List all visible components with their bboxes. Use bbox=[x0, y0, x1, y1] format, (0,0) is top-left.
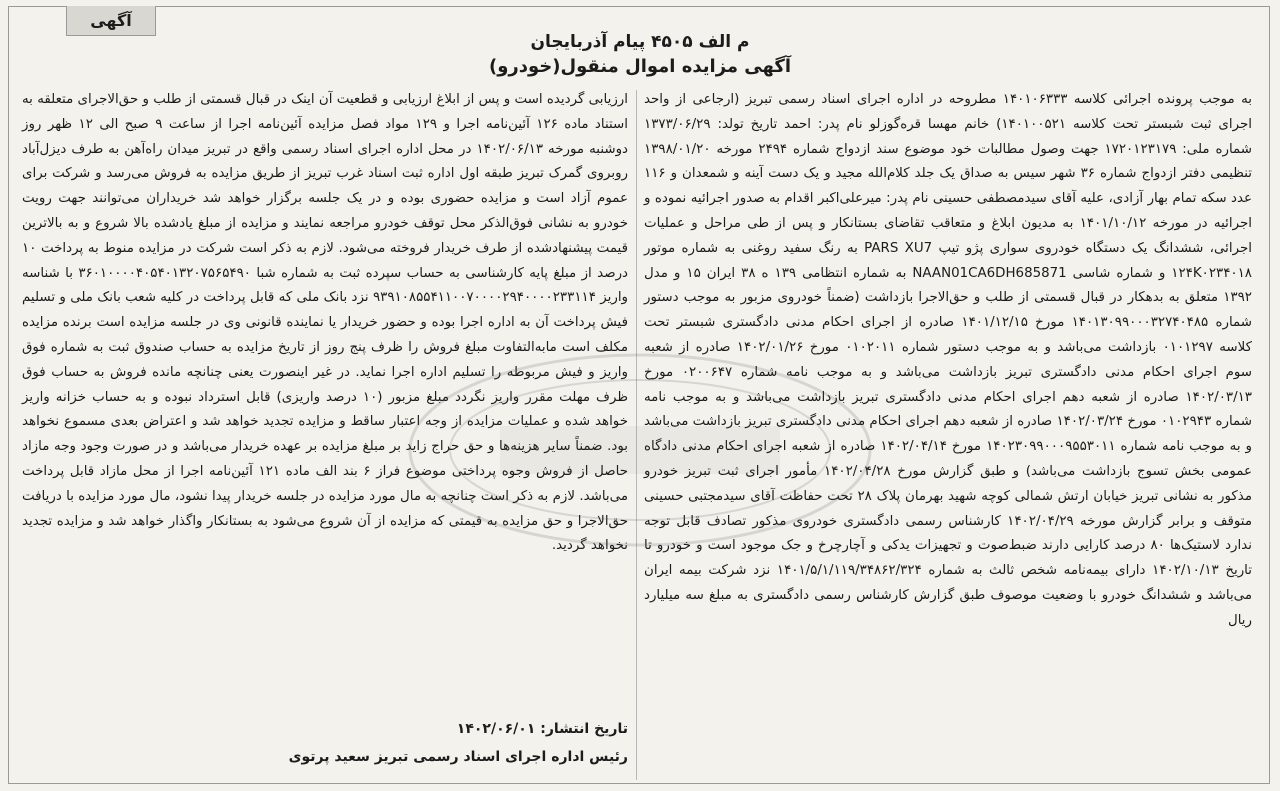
publish-date: تاریخ انتشار: ۱۴۰۲/۰۶/۰۱ bbox=[456, 721, 628, 737]
body-column-right: به موجب پرونده اجرائی کلاسه ۱۴۰۱۰۶۳۳۳ مطروحه در اداره اجرای اسناد رسمی تبریز (ارجاعی از واحد اجرای ثبت شبستر تحت کلاسه ۱۴۰۱۰۰۵۲۱) خانم مهسا قره‌گوزلو نام پدر: احمد تاریخ تولد: ۱۳۷۳/۰۶/۲۹ شماره ملی: ۱۷۲۰۱۲۳۱۷۹ جهت وصول مطالبات خود موضوع سند ازدواج شماره ۲۴۹۴ مورخه ۱۳۹۸/۰۱/۲۰ تنظیمی دفتر ازدواج شماره ۳۶ شهر سیس به صداق یک جلد کلام‌الله مجید و یک دست آینه و شمعدان و ۱۱۶ عدد سکه تمام بهار آزادی، علیه آقای سیدمصطفی حسینی نام پدر: میرعلی‌اکبر اقدام به صدور اجرائیه نموده و اجرائیه در مورخه ۱۴۰۱/۱۰/۱۲ به مدیون ابلاغ و متعاقب تقاضای بستانکار و پس از طی مراحل و عملیات اجرائی، ششدانگ یک دستگاه خودروی سواری پژو تیپ PARS XU7 به رنگ سفید روغنی به شماره موتور ۱۲۴K۰۲۳۴۰۱۸ و شماره شاسی NAAN01CA6DH685871 به شماره انتظامی ۱۳۹ ه ۳۸ ایران ۱۵ و مدل ۱۳۹۲ متعلق به بدهکار در قبال قسمتی از طلب و حق‌الاجرا بازداشت (ضمناً خودروی مزبور به موجب دستور شماره ۱۴۰۱۳۰۹۹۰۰۰۳۲۷۴۰۴۸۵ مورخ ۱۴۰۱/۱۲/۱۵ صادره از اجرای احکام مدنی دادگستری شبستر تحت کلاسه ۰۱۰۱۲۹۷ بازداشت می‌باشد و به موجب دستور شماره ۰۱۰۲۰۱۱ مورخ ۱۴۰۲/۰۱/۲۶ صادره از شعبه سوم اجرای احکام مدنی دادگستری تبریز بازداشت می‌باشد و به موجب نامه شماره ۰۲۰۰۶۴۷ مورخ ۱۴۰۲/۰۳/۱۳ صادره از شعبه دهم اجرای احکام مدنی دادگستری تبریز بازداشت می‌باشد و به موجب نامه شماره ۰۱۰۲۹۴۳ مورخ ۱۴۰۲/۰۳/۲۴ صادره از شعبه دهم اجرای احکام مدنی دادگستری تبریز بازداشت می‌باشد و به موجب نامه شماره ۱۴۰۲۳۰۹۹۰۰۰۹۵۵۳۰۱۱ مورخ ۱۴۰۲/۰۴/۱۴ صادره از شعبه اجرای احکام مدنی دادگاه عمومی بخش تسوج بازداشت می‌باشد) و طبق گزارش مورخ ۱۴۰۲/۰۴/۲۸ مأمور اجرای ثبت تبریز خودرو مذکور به نشانی تبریز خیابان ارتش شمالی کوچه شهید بهرمان پلاک ۲۸ تحت حفاظت آقای سیدمجتبی حسینی متوقف و برابر گزارش مورخه ۱۴۰۲/۰۴/۲۹ کارشناس رسمی دادگستری خودروی مذکور تصادف قابل توجه ندارد لاستیک‌ها ۸۰ درصد کارایی دارند ضبط‌صوت و تجهیزات یدکی و آچارچرخ و جک موجود است و خودرو تا تاریخ ۱۴۰۲/۱۰/۱۳ دارای بیمه‌نامه شخص ثالث به شماره ۱۴۰۱/۵/۱/۱۱۹/۳۴۸۶۲/۳۲۴ نزد شرکت بیمه ایران می‌باشد و ششدانگ خودرو با وضعیت موصوف طبق گزارش کارشناس رسمی دادگستری به مبلغ سه میلیارد ریال bbox=[644, 92, 1253, 628]
notice-title: آگهی مزایده اموال منقول(خودرو) bbox=[488, 56, 792, 77]
notice-footer bbox=[22, 715, 628, 771]
notice-badge: آگهی bbox=[66, 6, 156, 36]
body-column-left: ارزیابی گردیده است و پس از ابلاغ ارزیابی و قطعیت آن اینک در قبال قسمتی از طلب و حق‌الاجرای متعلقه به استناد ماده ۱۲۶ آئین‌نامه اجرا و ۱۲۹ مواد فصل مزایده آئین‌نامه اجرا از ساعت ۹ صبح الی ۱۲ ظهر روز دوشنبه مورخه ۱۴۰۲/۰۶/۱۳ در محل اداره اجرای اسناد رسمی واقع در تبریز میدان راه‌آهن به طرف دیزل‌آباد روبروی گمرک تبریز طبقه اول اداره ثبت اسناد غرب تبریز از طریق مزایده به فروش می‌رسد و شرکت برای عموم آزاد است و مزایده حضوری بوده و در یک جلسه برگزار خواهد شد خریداران می‌توانند جهت رویت خودرو به نشانی فوق‌الذکر محل توقف خودرو مراجعه نمایند و مزایده از مبلغ یادشده بالا شروع و به بالاترین قیمت پیشنهادشده از طرف خریدار فروخته می‌شود. لازم به ذکر است شرکت در مزایده منوط به پرداخت ۱۰ درصد از مبلغ پایه کارشناسی به حساب سپرده ثبت به شماره شبا ۳۶۰۱۰۰۰۰۴۰۵۴۰۱۳۲۰۷۵۶۵۴۹۰ با شناسه واریز ۹۳۹۱۰۸۵۵۴۱۱۰۰۷۰۰۰۰۲۹۴۰۰۰۰۲۳۳۱۱۴ نزد بانک ملی که قابل پرداخت در کلیه شعب بانک ملی و تسلیم فیش پرداخت آن به اداره اجرا بوده و حضور خریدار یا نماینده قانونی وی در جلسه مزایده است برنده مزایده مکلف است مابه‌التفاوت مبلغ فروش را ظرف پنج روز از تاریخ مزایده به حساب صندوق ثبت به شماره فوق واریز و فیش مربوطه را تسلیم اداره اجرا نماید. در غیر اینصورت یعنی چنانچه مانده فروش به حساب فوق ظرف مهلت مقرر واریز نگردد مبلغ مزبور (۱۰ درصد واریزی) قابل استرداد نبوده و به حساب خزانه واریز خواهد شده و عملیات مزایده از وجه اعتبار ساقط و مزایده تجدید خواهد شد و اعتراض بعدی مسموع نخواهد بود. ضمناً سایر هزینه‌ها و حق حراج زاید بر مبلغ مزایده بر عهده خریدار می‌باشد و در صورت وجود وجه مازاد حاصل از فروش وجوه پرداختی موضوع فراز ۶ بند الف ماده ۱۲۱ آئین‌نامه اجرا از محل مازاد قابل پرداخت می‌باشد. لازم به ذکر است چنانچه به مال مورد مزایده در جلسه خریدار پیدا نشود، مال مورد مزایده با دریافت حق‌الاجرا و حق مزایده به قیمتی که مزایده از آن شروع می‌شود به بستانکار واگذار خواهد شد و مزایده تجدید نخواهد گردید. bbox=[22, 92, 629, 554]
signature-line: رئیس اداره اجرای اسناد رسمی تبریز سعید پرتوی bbox=[288, 749, 628, 765]
title-block bbox=[360, 30, 920, 80]
notice-number-line: م الف ۴۵۰۵ پیام آذربایجان bbox=[530, 32, 750, 52]
column-divider bbox=[636, 90, 637, 780]
